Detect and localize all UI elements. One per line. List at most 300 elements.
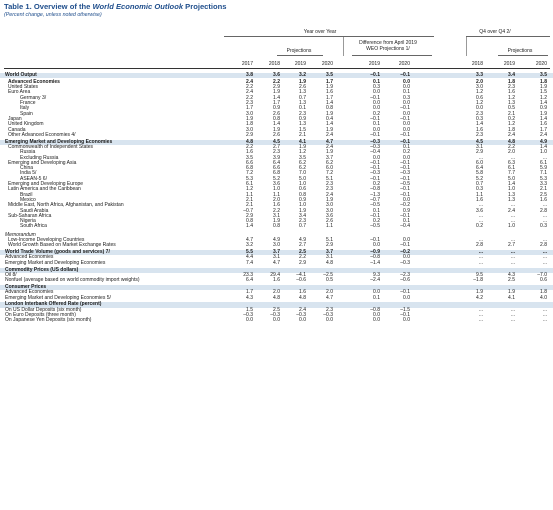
row-value: 2.3 [246, 100, 253, 106]
row-value: 2.3 [326, 181, 333, 187]
row-value: 7.2 [326, 170, 333, 177]
row-value: 6.8 [273, 170, 280, 177]
row-value: 1.8 [540, 78, 547, 85]
table-row [0, 296, 553, 301]
header-difference-line1: Difference from April 2019 [359, 40, 417, 46]
row-value: 2.1 [540, 186, 547, 193]
row-value: 1.0 [508, 186, 515, 193]
row-value: 1.6 [299, 289, 306, 296]
row-value: 0.9 [540, 105, 547, 112]
row-value: 2.8 [540, 207, 547, 214]
row-value: 3.5 [326, 72, 333, 78]
row-value: ... [478, 212, 483, 219]
row-value: 0.9 [299, 196, 306, 203]
row-label: Canada [8, 126, 26, 133]
row-value: 6.1 [246, 181, 253, 187]
row-value: ... [542, 254, 547, 261]
row-value: 3.7 [273, 249, 280, 256]
row-value: ... [510, 154, 515, 161]
row-value: 3.0 [273, 242, 280, 249]
header-year: 2019 [368, 61, 380, 67]
row-value: 1.9 [299, 78, 306, 85]
table-row [0, 278, 553, 283]
row-value: 7.7 [508, 170, 515, 177]
row-value: 0.0 [373, 242, 380, 249]
header-year: 2019 [294, 61, 306, 67]
row-value: –0.1 [400, 186, 410, 193]
header-year-over-year: Year over Year [303, 29, 337, 35]
row-value: 9.3 [373, 271, 380, 278]
row-value: 1.0 [299, 181, 306, 187]
row-value: ... [542, 154, 547, 161]
row-value: 0.1 [403, 143, 410, 150]
row-value: 5.0 [508, 175, 515, 182]
row-value: ... [478, 218, 483, 225]
row-value: –0.3 [296, 311, 306, 318]
row-value: –0.6 [400, 277, 410, 284]
row-value: 3.9 [273, 154, 280, 161]
row-value: 3.3 [476, 72, 483, 78]
row-value: 2.4 [326, 191, 333, 198]
row-value: 3.6 [273, 72, 280, 78]
row-value: 1.6 [246, 149, 253, 156]
row-label: Advanced Economies [5, 289, 54, 296]
row-value: 0.2 [373, 218, 380, 225]
row-value: –0.3 [370, 138, 380, 145]
row-value: 1.9 [299, 143, 306, 150]
row-value: –1.8 [473, 277, 483, 284]
row-value: 1.2 [299, 149, 306, 156]
row-value: 3.5 [299, 154, 306, 161]
row-value: –0.1 [370, 159, 380, 166]
row-label: United States [8, 84, 39, 91]
row-value: –0.3 [323, 311, 333, 318]
row-value: –0.1 [400, 242, 410, 249]
row-value: 2.1 [508, 110, 515, 117]
row-value: ... [510, 202, 515, 209]
row-value: 1.3 [299, 89, 306, 96]
row-value: 1.1 [273, 191, 280, 198]
row-value: 0.1 [373, 294, 380, 301]
row-value: 0.1 [373, 78, 380, 85]
row-value: 2.4 [246, 89, 253, 96]
row-value: 0.8 [299, 191, 306, 198]
row-value: –2.5 [323, 271, 333, 278]
row-value: 4.4 [246, 254, 253, 261]
row-value: 2.4 [246, 78, 253, 85]
row-value: –0.1 [400, 289, 410, 296]
row-value: 1.4 [326, 121, 333, 128]
row-label: Emerging Market and Developing Economies [5, 138, 113, 145]
row-value: 0.4 [326, 115, 333, 122]
row-value: 1.1 [326, 223, 333, 230]
row-value: –0.3 [370, 143, 380, 150]
row-value: –0.1 [370, 175, 380, 182]
row-value: 1.8 [540, 289, 547, 296]
row-value: 0.9 [299, 115, 306, 122]
row-value: –0.5 [370, 223, 380, 230]
row-value: 0.0 [403, 154, 410, 161]
row-value: ... [510, 249, 515, 256]
row-value: –0.1 [370, 94, 380, 101]
row-value: ... [478, 154, 483, 161]
row-value: 2.5 [508, 277, 515, 284]
row-value: 1.7 [246, 289, 253, 296]
row-value: 2.0 [326, 289, 333, 296]
row-value: 4.7 [326, 138, 333, 145]
row-value: 1.2 [246, 186, 253, 193]
row-value: 2.4 [299, 306, 306, 313]
row-value: 1.5 [540, 89, 547, 96]
row-value: ... [542, 218, 547, 225]
row-value: 0.0 [403, 110, 410, 117]
row-value: 2.3 [273, 149, 280, 156]
row-value: 0.0 [373, 100, 380, 106]
row-value: ... [542, 311, 547, 318]
row-value: 6.1 [540, 159, 547, 166]
row-label: Advanced Economies [5, 254, 54, 261]
row-value: 0.3 [373, 84, 380, 91]
row-value: –0.3 [400, 170, 410, 177]
row-value: 2.7 [508, 242, 515, 249]
row-value: 0.0 [273, 317, 280, 324]
row-value: –1.3 [370, 191, 380, 198]
row-value: –0.1 [370, 212, 380, 219]
header-rule-projections-yoy [277, 55, 323, 56]
row-value: 4.3 [508, 271, 515, 278]
row-value: –0.3 [270, 311, 280, 318]
header-difference-line2: WEO Projections 1/ [366, 46, 410, 52]
row-value: 0.0 [373, 126, 380, 133]
row-value: ... [542, 202, 547, 209]
row-value: 3.7 [326, 249, 333, 256]
row-value: 0.3 [403, 94, 410, 101]
row-value: 0.7 [476, 181, 483, 187]
row-value: 1.6 [273, 202, 280, 209]
row-value: 0.6 [540, 277, 547, 284]
row-value: 4.9 [540, 138, 547, 145]
row-value: 0.6 [476, 94, 483, 101]
row-value: 1.9 [508, 289, 515, 296]
row-value: 1.6 [540, 196, 547, 203]
row-value: 0.0 [403, 196, 410, 203]
title-text: Table 1. Overview of the [4, 2, 93, 11]
row-value: 0.2 [476, 223, 483, 230]
row-value: 2.3 [299, 110, 306, 117]
row-value: ... [542, 249, 547, 256]
row-value: –0.8 [370, 254, 380, 261]
header-year: 2019 [503, 61, 515, 67]
row-value: 2.9 [476, 149, 483, 156]
row-value: 1.9 [540, 110, 547, 117]
row-value: 1.9 [326, 196, 333, 203]
row-value: –2.3 [400, 271, 410, 278]
row-value: –0.6 [296, 277, 306, 284]
row-label: Emerging Market and Developing Economies 5/ [5, 294, 111, 301]
row-value: 3.0 [326, 207, 333, 214]
row-value: –0.4 [400, 223, 410, 230]
row-value: 1.9 [326, 126, 333, 133]
row-value: 0.8 [246, 218, 253, 225]
row-value: 1.2 [508, 94, 515, 101]
row-value: –0.1 [400, 105, 410, 112]
row-value: 4.8 [508, 138, 515, 145]
row-value: 3.0 [246, 110, 253, 117]
row-value: 2.9 [273, 84, 280, 91]
row-value: 0.1 [403, 218, 410, 225]
row-label: Low-Income Developing Countries [8, 237, 85, 243]
row-value: 2.8 [540, 242, 547, 249]
row-value: –0.1 [400, 115, 410, 122]
row-value: 2.3 [299, 218, 306, 225]
row-value: 1.8 [246, 121, 253, 128]
row-value: 0.0 [403, 84, 410, 91]
header-q4-over-q4: Q4 over Q4 2/ [479, 29, 511, 35]
row-value: 0.0 [476, 105, 483, 112]
row-value: 0.1 [373, 207, 380, 214]
row-value: 2.1 [246, 196, 253, 203]
row-value: –0.8 [370, 306, 380, 313]
row-label: ASEAN-5 6/ [20, 175, 47, 182]
row-value: 4.2 [476, 294, 483, 301]
row-label: Saudi Arabia [20, 207, 49, 214]
row-value: 1.2 [476, 89, 483, 96]
row-value: 0.0 [403, 294, 410, 301]
row-value: 0.3 [476, 115, 483, 122]
row-value: 1.6 [273, 277, 280, 284]
row-value: –0.1 [400, 131, 410, 138]
header-rule-projections-q4 [498, 55, 548, 56]
row-value: 1.6 [540, 121, 547, 128]
row-value: 1.2 [508, 121, 515, 128]
row-value: 0.0 [373, 89, 380, 96]
row-value: 2.6 [326, 218, 333, 225]
row-value: 6.6 [246, 159, 253, 166]
row-value: 4.0 [540, 294, 547, 301]
row-value: –0.7 [243, 207, 253, 214]
row-value: 3.0 [326, 202, 333, 209]
row-value: 6.4 [476, 165, 483, 172]
row-label: Emerging Market and Developing Economies [5, 259, 106, 266]
row-value: 1.4 [326, 100, 333, 106]
row-value: 1.9 [326, 149, 333, 156]
row-value: 1.7 [273, 100, 280, 106]
row-value: 2.9 [299, 259, 306, 266]
row-value: 0.8 [326, 105, 333, 112]
row-value: ... [478, 237, 483, 243]
row-value: 1.9 [273, 89, 280, 96]
row-value: 3.8 [246, 72, 253, 78]
row-value: –0.8 [370, 186, 380, 193]
row-value: 1.7 [326, 78, 333, 85]
row-value: ... [510, 254, 515, 261]
row-value: 6.2 [299, 165, 306, 172]
row-value: 3.1 [326, 254, 333, 261]
row-value: 1.4 [540, 100, 547, 106]
row-label: Russia [20, 149, 36, 156]
header-year: 2017 [241, 61, 253, 67]
row-value: 1.4 [273, 121, 280, 128]
row-value: 1.4 [246, 223, 253, 230]
row-value: ... [510, 311, 515, 318]
row-value: –0.1 [400, 165, 410, 172]
row-value: 5.3 [540, 175, 547, 182]
row-value: 0.8 [273, 115, 280, 122]
row-value: 4.8 [246, 138, 253, 145]
table-title [4, 2, 227, 11]
row-label: Euro Area [8, 89, 31, 96]
row-value: 1.7 [326, 94, 333, 101]
row-value: 0.5 [508, 105, 515, 112]
row-label: Commonwealth of Independent States [8, 143, 94, 150]
table-row [0, 224, 553, 229]
row-label: Consumer Prices [5, 283, 47, 290]
row-value: 2.8 [476, 242, 483, 249]
row-value: 3.7 [326, 154, 333, 161]
header-rule-difference [352, 55, 432, 56]
row-value: 1.2 [476, 100, 483, 106]
row-value: 4.9 [299, 237, 306, 243]
row-value: 29.4 [270, 271, 280, 278]
row-value: 2.4 [508, 207, 515, 214]
row-value: 2.4 [540, 131, 547, 138]
row-value: 0.0 [373, 311, 380, 318]
row-value: 1.6 [476, 126, 483, 133]
row-value: 0.0 [403, 100, 410, 106]
row-value: 1.3 [508, 196, 515, 203]
row-value: ... [510, 306, 515, 313]
row-value: –7.0 [537, 271, 547, 278]
row-value: –0.3 [400, 259, 410, 266]
row-value: ... [478, 254, 483, 261]
row-value: 0.2 [403, 149, 410, 156]
row-value: 2.5 [299, 249, 306, 256]
row-value: 2.6 [299, 84, 306, 91]
row-value: ... [542, 237, 547, 243]
row-value: –2.4 [370, 277, 380, 284]
row-value: 4.1 [299, 138, 306, 145]
row-label: United Kingdom [8, 121, 44, 128]
row-value: 3.1 [476, 143, 483, 150]
row-value: 1.1 [246, 191, 253, 198]
row-value: 0.2 [508, 115, 515, 122]
row-value: 0.0 [373, 317, 380, 324]
row-value: –0.1 [370, 165, 380, 172]
row-value: –4.1 [296, 271, 306, 278]
row-label: Emerging and Developing Asia [8, 159, 77, 166]
row-value: 4.7 [246, 237, 253, 243]
row-value: 4.8 [326, 259, 333, 266]
row-value: –0.1 [400, 212, 410, 219]
row-label: Commodity Prices (US dollars) [5, 266, 79, 273]
row-label: World Growth Based on Market Exchange Rates [8, 242, 116, 249]
row-value: 1.3 [508, 100, 515, 106]
row-value: 4.1 [508, 294, 515, 301]
row-value: 3.0 [246, 126, 253, 133]
row-value: ... [510, 212, 515, 219]
row-value: 1.7 [246, 105, 253, 112]
row-value: 3.6 [273, 181, 280, 187]
row-value: 2.2 [273, 207, 280, 214]
row-value: 2.0 [273, 196, 280, 203]
row-value: 0.7 [299, 223, 306, 230]
row-value: 1.5 [299, 126, 306, 133]
row-value: 1.8 [508, 126, 515, 133]
row-value: –0.7 [370, 196, 380, 203]
row-label: Germany 3/ [20, 94, 47, 101]
row-value: 7.2 [246, 170, 253, 177]
row-value: 1.4 [540, 115, 547, 122]
row-label: India 5/ [20, 170, 37, 177]
row-value: 4.7 [326, 294, 333, 301]
row-value: –0.4 [370, 149, 380, 156]
row-value: 0.3 [476, 186, 483, 193]
row-label: On Japanese Yen Deposits (six month) [5, 317, 92, 324]
row-value: 0.8 [273, 223, 280, 230]
row-value: 2.3 [476, 131, 483, 138]
row-value: 0.0 [403, 126, 410, 133]
row-value: –0.2 [400, 202, 410, 209]
row-value: 0.0 [326, 317, 333, 324]
row-value: ... [478, 259, 483, 266]
row-value: 1.6 [508, 89, 515, 96]
row-value: –0.1 [400, 311, 410, 318]
row-value: 0.2 [373, 110, 380, 117]
row-value: 3.3 [540, 181, 547, 187]
row-value: 3.6 [326, 212, 333, 219]
row-label: China [20, 165, 34, 172]
row-value: 6.1 [508, 165, 515, 172]
row-value: ... [542, 317, 547, 324]
row-value: 0.0 [403, 121, 410, 128]
row-label: South Africa [20, 223, 47, 230]
row-value: 6.6 [273, 165, 280, 172]
row-value: 2.9 [246, 212, 253, 219]
row-value: 5.1 [326, 175, 333, 182]
row-value: 1.1 [476, 191, 483, 198]
row-value: –0.5 [400, 181, 410, 187]
row-value: 6.0 [326, 165, 333, 172]
row-value: 0.7 [299, 94, 306, 101]
header-year: 2018 [471, 61, 483, 67]
table-row [0, 133, 553, 138]
row-value: 3.0 [476, 84, 483, 91]
header-year: 2020 [398, 61, 410, 67]
row-value: 5.9 [540, 165, 547, 172]
row-value: 0.0 [403, 317, 410, 324]
row-value: 3.6 [476, 207, 483, 214]
header-divider-q4 [466, 37, 467, 56]
header-year: 2018 [268, 61, 280, 67]
row-value: 2.4 [508, 131, 515, 138]
row-value: 4.5 [476, 138, 483, 145]
row-value: 2.3 [476, 110, 483, 117]
row-label: Other Advanced Economies 4/ [8, 131, 76, 138]
row-value: 1.8 [508, 78, 515, 85]
row-value: 2.9 [326, 242, 333, 249]
row-value: 2.9 [246, 131, 253, 138]
row-value: 0.3 [540, 223, 547, 230]
row-value: 2.1 [299, 131, 306, 138]
row-value: 3.2 [246, 242, 253, 249]
row-label: World Trade Volume (goods and services) 7/ [5, 249, 110, 256]
header-rule-yoy [224, 36, 434, 37]
row-value: 2.0 [476, 78, 483, 85]
row-value: 3.4 [508, 72, 515, 78]
row-value: –0.1 [400, 159, 410, 166]
row-value: 1.9 [273, 218, 280, 225]
row-value: ... [510, 237, 515, 243]
